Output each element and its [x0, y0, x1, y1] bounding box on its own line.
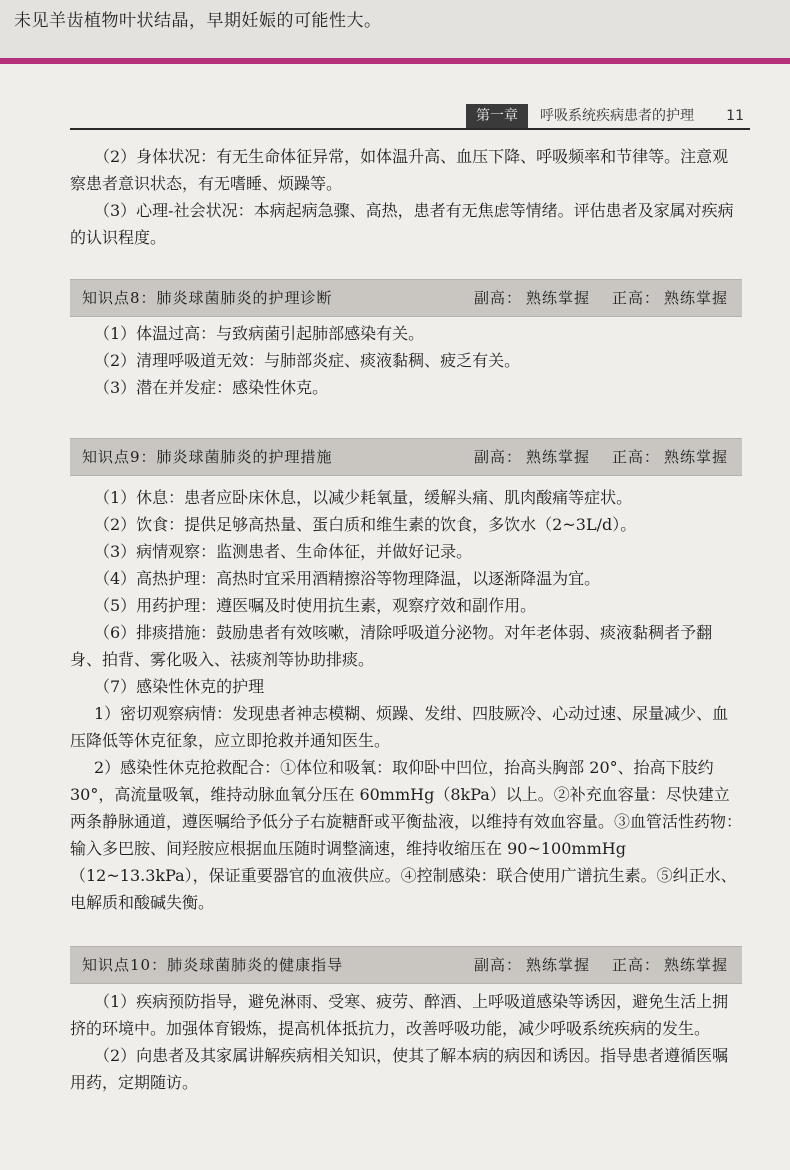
page-number: 11 [726, 108, 744, 124]
kp8-vice-value: 熟练掌握 [525, 289, 590, 307]
kp10-vice-value: 熟练掌握 [525, 956, 590, 974]
kp9-item: （5）用药护理：遵医嘱及时使用抗生素，观察疗效和副作用。 [94, 596, 537, 615]
kp8-list [70, 320, 742, 401]
kp9-item: （1）休息：患者应卧床休息，以减少耗氧量，缓解头痛、肌肉酸痛等症状。 [94, 488, 633, 507]
kp10-title: 知识点10：肺炎球菌肺炎的健康指导 [82, 956, 344, 974]
kp10-list [70, 988, 742, 1096]
kp9-list [70, 484, 742, 916]
kp8-vice-label: 副高： [473, 289, 522, 307]
kp8-item: （3）潜在并发症：感染性休克。 [94, 378, 329, 397]
kp9-item: （7）感染性休克的护理 [94, 677, 265, 696]
kp9-item: （2）饮食：提供足够高热量、蛋白质和维生素的饮食，多饮水（2~3L/d）。 [94, 515, 637, 534]
kp9-full-label: 正高： [611, 448, 660, 466]
paragraph-psychosocial: （3）心理-社会状况：本病起病急骤、高热，患者有无焦虑等情绪。评估患者及家属对疾病的认识程度。 [70, 201, 734, 247]
kp9-title: 知识点9：肺炎球菌肺炎的护理措施 [82, 448, 333, 466]
running-header [70, 104, 750, 130]
kp9-item: 2）感染性休克抢救配合：①体位和吸氧：取仰卧中凹位，抬高头胸部 20°、抬高下肢约 30°，高流量吸氧，维持动脉血氧分压在 60mmHg（8kPa）以上。②补充血容量：尽快建立两条静脉通道，遵医嘱给予低分子右旋糖酐或平衡盐液，以维持有效血容量。③血管活性药物：输入多巴胺、间羟胺应根据血压随时调整滴速，维持收缩压在 90~100mmHg（12~13.3kPa），保证重要器官的血液供应。④控制感染：联合使用广谱抗生素。⑤纠正水、电解质和酸碱失衡。 [70, 758, 743, 912]
previous-page-strip [0, 0, 790, 58]
kp9-levels [470, 439, 728, 475]
kp10-item: （2）向患者及其家属讲解疾病相关知识，使其了解本病的病因和诱因。指导患者遵循医嘱用药，定期随访。 [70, 1046, 729, 1092]
kp8-item: （1）体温过高：与致病菌引起肺部感染有关。 [94, 324, 425, 343]
kp10-full-value: 熟练掌握 [663, 956, 728, 974]
kp10-vice-label: 副高： [473, 956, 522, 974]
kp9-vice-label: 副高： [473, 448, 522, 466]
knowledge-point-9-bar [70, 438, 742, 476]
book-page [0, 64, 790, 1170]
kp10-full-label: 正高： [611, 956, 660, 974]
previous-page-last-line: 未见羊齿植物叶状结晶，早期妊娠的可能性大。 [14, 11, 382, 31]
paragraph-body-status: （2）身体状况：有无生命体征异常，如体温升高、血压下降、呼吸频率和节律等。注意观察患者意识状态，有无嗜睡、烦躁等。 [70, 147, 729, 193]
chapter-label: 第一章 [466, 104, 528, 128]
kp10-item: （1）疾病预防指导，避免淋雨、受寒、疲劳、醉酒、上呼吸道感染等诱因，避免生活上拥挤的环境中。加强体育锻炼，提高机体抵抗力，改善呼吸功能，减少呼吸系统疾病的发生。 [70, 992, 729, 1038]
kp9-item: （6）排痰措施：鼓励患者有效咳嗽，清除呼吸道分泌物。对年老体弱、痰液黏稠者予翻身、拍背、雾化吸入、祛痰剂等协助排痰。 [70, 623, 713, 669]
kp8-title: 知识点8：肺炎球菌肺炎的护理诊断 [82, 289, 333, 307]
knowledge-point-10-bar [70, 946, 742, 984]
intro-section [70, 143, 742, 251]
kp8-full-value: 熟练掌握 [663, 289, 728, 307]
chapter-title: 呼吸系统疾病患者的护理 [540, 108, 694, 124]
kp8-full-label: 正高： [611, 289, 660, 307]
kp8-levels [470, 280, 728, 316]
kp9-item: 1）密切观察病情：发现患者神志模糊、烦躁、发绀、四肢厥冷、心动过速、尿量减少、血压降低等休克征象，应立即抢救并通知医生。 [70, 704, 729, 750]
kp8-item: （2）清理呼吸道无效：与肺部炎症、痰液黏稠、疲乏有关。 [94, 351, 521, 370]
kp9-full-value: 熟练掌握 [663, 448, 728, 466]
kp9-item: （3）病情观察：监测患者、生命体征，并做好记录。 [94, 542, 473, 561]
kp9-item: （4）高热护理：高热时宜采用酒精擦浴等物理降温，以逐渐降温为宜。 [94, 569, 601, 588]
kp9-vice-value: 熟练掌握 [525, 448, 590, 466]
knowledge-point-8-bar [70, 279, 742, 317]
header-rule [70, 128, 750, 130]
kp10-levels [470, 947, 728, 983]
